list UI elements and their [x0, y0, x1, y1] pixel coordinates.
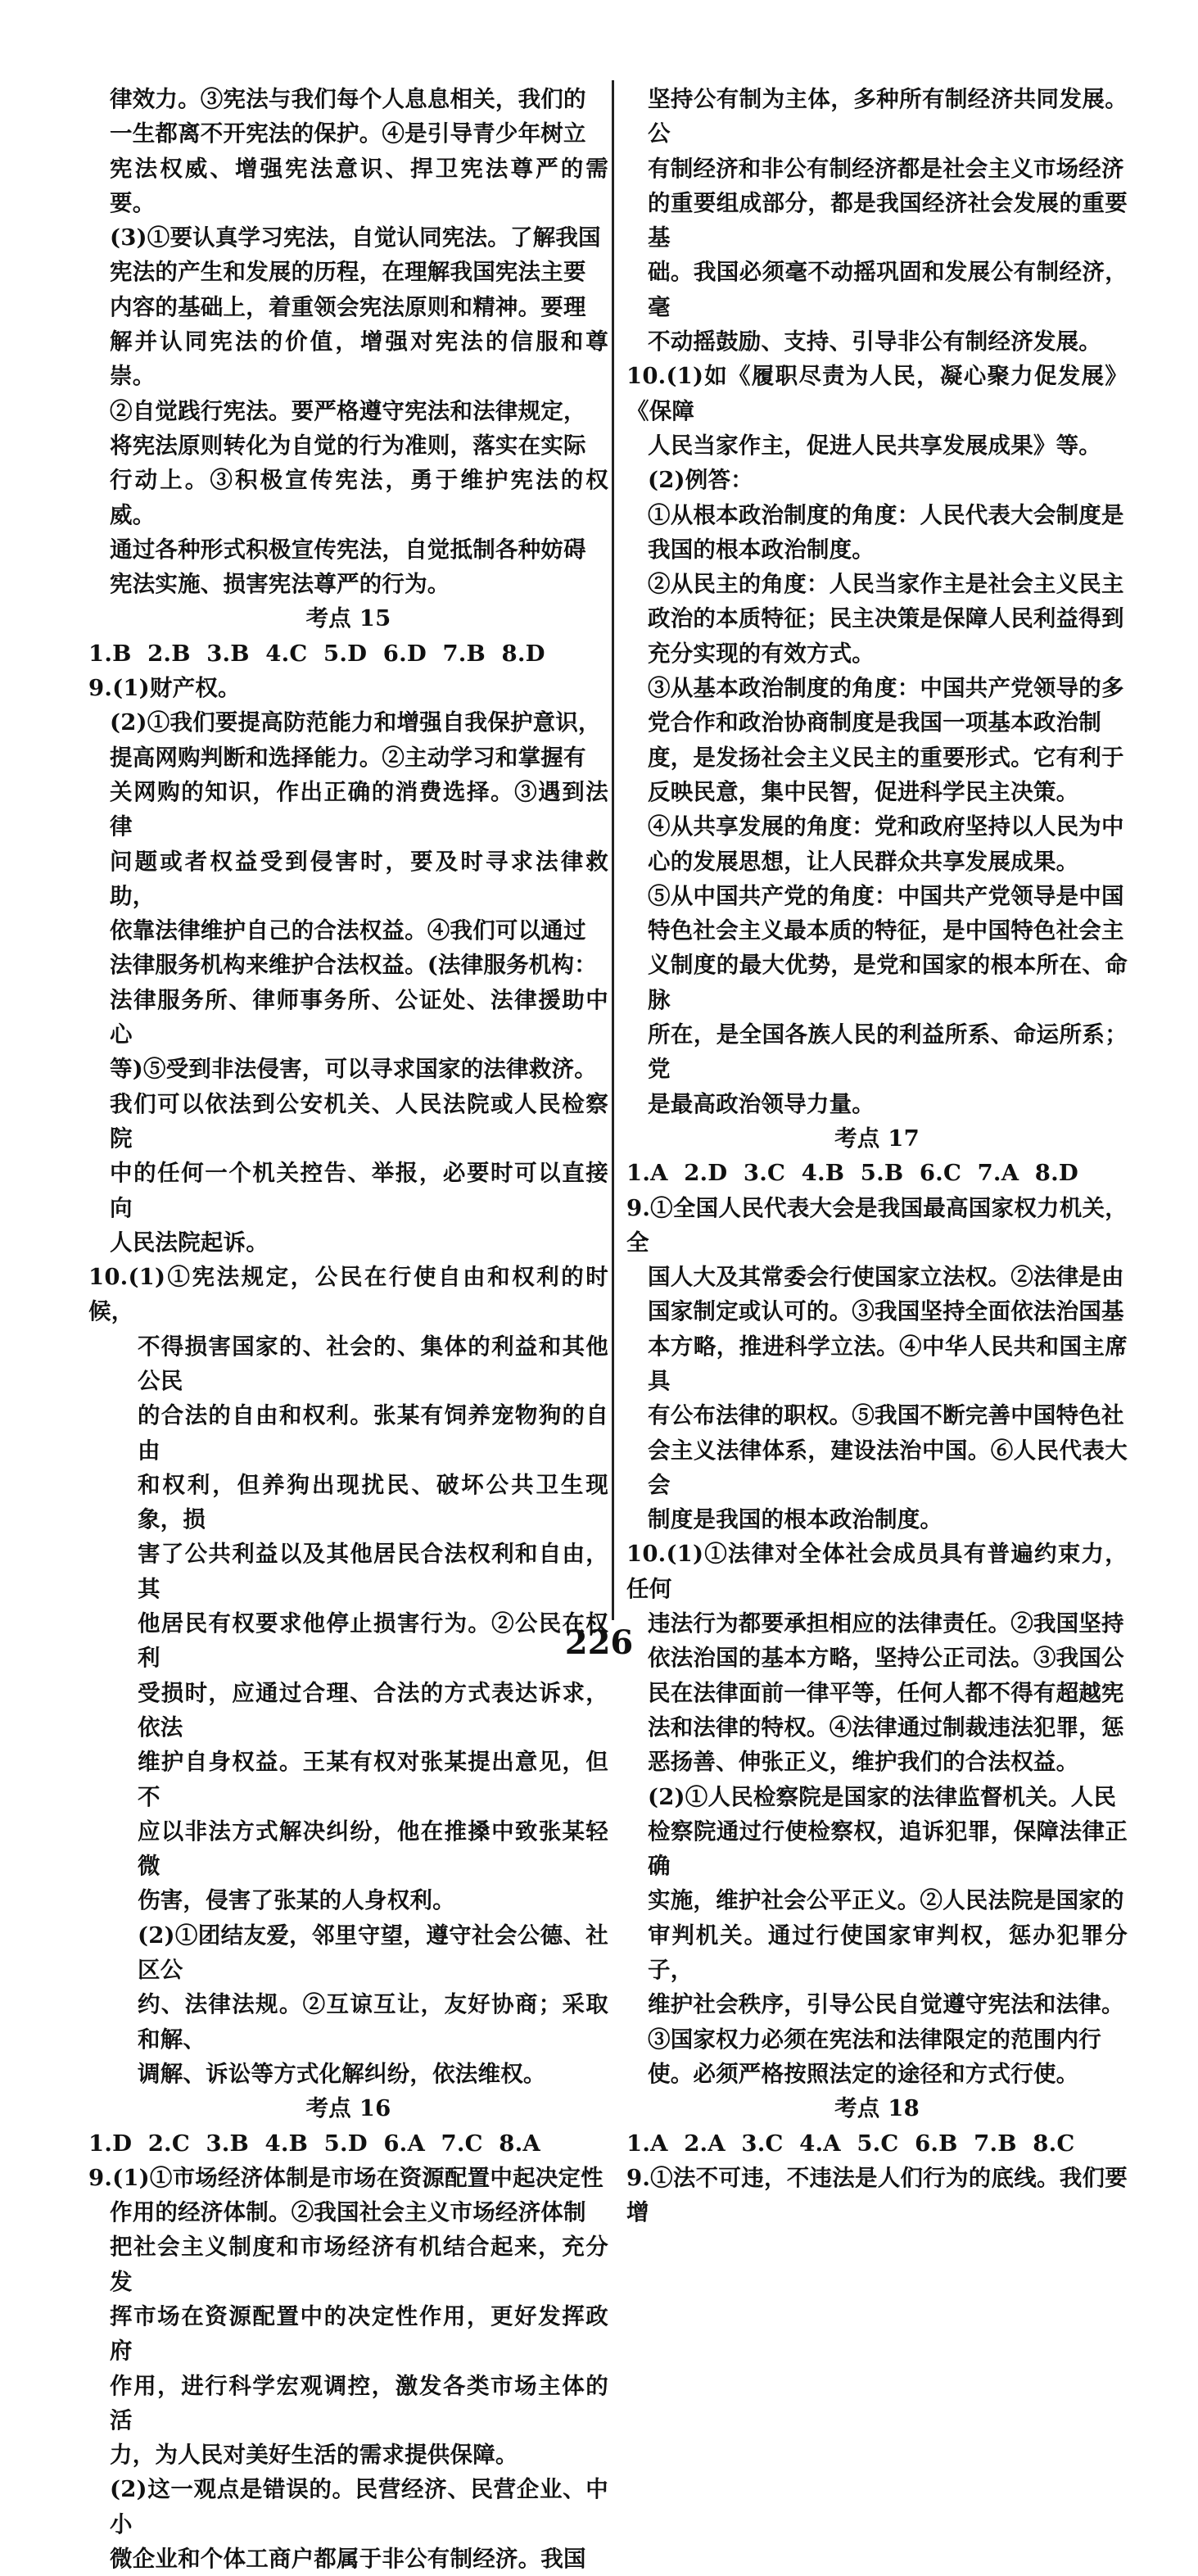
text-line: 宪法的产生和发展的历程，在理解我国宪法主要 [110, 259, 586, 286]
text-line: 解并认同宪法的价值，增强对宪法的信服和尊崇。 [110, 328, 608, 390]
text-line: 把社会主义制度和市场经济有机结合起来，充分发 [110, 2234, 608, 2295]
text-line: 伤害，侵害了张某的人身权利。 [138, 1887, 455, 1914]
text-line: (2)①团结友爱，邻里守望，遵守社会公德、社区公 [138, 1922, 608, 1984]
text-line: ⑤从中国共产党的角度：中国共产党领导是中国 [648, 882, 1124, 909]
text-line: ④从共享发展的角度：党和政府坚持以人民为中 [648, 813, 1124, 840]
text-line: 民在法律面前一律平等，任何人都不得有超越宪 [648, 1679, 1124, 1706]
text-line: 有制经济和非公有制经济都是社会主义市场经济 [648, 155, 1124, 182]
text-line: 国人大及其常委会行使国家立法权。②法律是由 [648, 1264, 1124, 1291]
text-line: (2)①人民检察院是国家的法律监督机关。人民 [648, 1783, 1117, 1810]
text-line: 和权利，但养狗出现扰民、破坏公共卫生现象，损 [138, 1471, 608, 1533]
text-line: 的重要组成部分，都是我国经济社会发展的重要基 [648, 189, 1128, 251]
text-line: 作用的经济体制。②我国社会主义市场经济体制 [110, 2199, 586, 2226]
right-intro [626, 82, 1128, 1121]
text-line: 行动上。③积极宣传宪法，勇于维护宪法的权威。 [110, 467, 608, 528]
text-line: 10.(1)①宪法规定，公民在行使自由和权利的时候， [88, 1264, 608, 1325]
text-line: 将宪法原则转化为自觉的行为准则，落实在实际 [110, 432, 586, 459]
text-line: 人民当家作主，促进人民共享发展成果》等。 [648, 432, 1101, 459]
text-line: 提高网购判断和选择能力。②主动学习和掌握有 [110, 744, 586, 771]
answer-key-15: 1.B 2.B 3.B 4.C 5.D 6.D 7.B 8.D [88, 640, 545, 667]
text-line: 不动摇鼓励、支持、引导非公有制经济发展。 [648, 328, 1101, 355]
text-line: 反映民意，集中民智，促进科学民主决策。 [648, 778, 1079, 805]
text-line: 依靠法律维护自己的合法权益。④我们可以通过 [110, 917, 586, 944]
text-line: 审判机关。通过行使国家审判权，惩办犯罪分子， [648, 1922, 1128, 1984]
text-line: ③从基本政治制度的角度：中国共产党领导的多 [648, 675, 1124, 702]
text-line: 有公布法律的职权。⑤我国不断完善中国特色社 [648, 1402, 1124, 1429]
text-line: 恶扬善、伸张正义，维护我们的合法权益。 [648, 1749, 1079, 1776]
text-line: 宪法实施、损害宪法尊严的行为。 [110, 571, 450, 598]
text-line: 我们可以依法到公安机关、人民法院或人民检察院 [110, 1090, 608, 1152]
text-line: 法律服务机构来维护合法权益。(法律服务机构： [110, 952, 597, 979]
text-line: 心的发展思想，让人民群众共享发展成果。 [648, 848, 1079, 875]
text-line: 充分实现的有效方式。 [648, 640, 875, 667]
text-line: 制度是我国的根本政治制度。 [648, 1506, 943, 1533]
text-line: 的合法的自由和权利。张某有饲养宠物狗的自由 [138, 1402, 608, 1464]
text-line: ③国家权力必须在宪法和法律限定的范围内行 [648, 2026, 1101, 2053]
text-line: 调解、诉讼等方式化解纠纷，依法维权。 [138, 2060, 546, 2087]
text-line: 维护自身权益。王某有权对张某提出意见，但不 [138, 1749, 608, 1810]
text-line: 础。我国必须毫不动摇巩固和发展公有制经济，毫 [648, 259, 1128, 320]
text-line: (2)例答： [648, 467, 753, 494]
text-line: 力，为人民对美好生活的需求提供保障。 [110, 2442, 518, 2469]
text-line: 中的任何一个机关控告、举报，必要时可以直接向 [110, 1160, 608, 1221]
section-16-body [88, 2161, 608, 2576]
text-line: 他居民有权要求他停止损害行为。②公民在权利 [138, 1610, 608, 1672]
text-line: 害了公共利益以及其他居民合法权利和自由，其 [138, 1541, 608, 1602]
text-line: 政治的本质特征；民主决策是保障人民利益得到 [648, 605, 1124, 632]
text-line: 微企业和个体工商户都属于非公有制经济。我国 [110, 2546, 586, 2573]
text-line: 度，是发扬社会主义民主的重要形式。它有利于 [648, 744, 1124, 771]
text-line: 党合作和政治协商制度是我国一项基本政治制 [648, 709, 1101, 736]
text-line: 问题或者权益受到侵害时，要及时寻求法律救助， [110, 848, 608, 909]
text-line: 挥市场在资源配置中的决定性作用，更好发挥政府 [110, 2303, 608, 2365]
text-line: 9.(1)财产权。 [88, 675, 241, 702]
text-line: (3)①要认真学习宪法，自觉认同宪法。了解我国 [110, 224, 601, 251]
text-line: 法和法律的特权。④法律通过制裁违法犯罪，惩 [648, 1714, 1124, 1741]
text-line: 等)⑤受到非法侵害，可以寻求国家的法律救济。 [110, 1056, 597, 1083]
answer-key-17: 1.A 2.D 3.C 4.B 5.B 6.C 7.A 8.D [626, 1160, 1078, 1187]
text-line: 法律服务所、律师事务所、公证处、法律援助中心 [110, 986, 608, 1048]
right-column [626, 82, 1128, 2230]
page-number: 226 [564, 1623, 634, 1662]
section-18-body [626, 2161, 1128, 2230]
text-line: 一生都离不开宪法的保护。④是引导青少年树立 [110, 120, 586, 147]
section-heading-18: 考点 18 [834, 2095, 920, 2122]
text-line: ②从民主的角度：人民当家作主是社会主义民主 [648, 571, 1124, 598]
left-column [88, 82, 608, 2576]
text-line: 国家制定或认可的。③我国坚持全面依法治国基 [648, 1298, 1124, 1325]
text-line: 使。必须严格按照法定的途径和方式行使。 [648, 2060, 1079, 2087]
text-line: 不得损害国家的、社会的、集体的利益和其他公民 [138, 1333, 608, 1394]
text-line: 通过各种形式积极宣传宪法，自觉抵制各种妨碍 [110, 536, 586, 563]
text-line: 人民法院起诉。 [110, 1229, 269, 1256]
section-heading-16: 考点 16 [305, 2095, 391, 2122]
text-line: 依法治国的基本方略，坚持公正司法。③我国公 [648, 1645, 1124, 1672]
text-line: 作用，进行科学宏观调控，激发各类市场主体的活 [110, 2372, 608, 2433]
text-line: 我国的根本政治制度。 [648, 536, 875, 563]
text-line: 9.①全国人民代表大会是我国最高国家权力机关，全 [626, 1194, 1128, 1256]
text-line: 10.(1)如《履职尽责为人民，凝心聚力促发展》《保障 [626, 363, 1128, 424]
text-line: 约、法律法规。②互谅互让，友好协商；采取和解、 [138, 1991, 608, 2053]
text-line: 内容的基础上，着重领会宪法原则和精神。要理 [110, 293, 586, 320]
text-line: 本方略，推进科学立法。④中华人民共和国主席具 [648, 1333, 1128, 1394]
text-line: 应以非法方式解决纠纷，他在推搡中致张某轻微 [138, 1818, 608, 1880]
answer-key-16: 1.D 2.C 3.B 4.B 5.D 6.A 7.C 8.A [88, 2130, 540, 2157]
section-heading-15: 考点 15 [305, 605, 391, 632]
text-line: 义制度的最大优势，是党和国家的根本所在、命脉 [648, 952, 1128, 1013]
answer-key-18: 1.A 2.A 3.C 4.A 5.C 6.B 7.B 8.C [626, 2130, 1075, 2157]
text-line: 关网购的知识，作出正确的消费选择。③遇到法律 [110, 778, 608, 840]
text-line: 检察院通过行使检察权，追诉犯罪，保障法律正确 [648, 1818, 1128, 1880]
text-line: ①从根本政治制度的角度：人民代表大会制度是 [648, 501, 1124, 528]
text-line: 所在，是全国各族人民的利益所系、命运所系；党 [648, 1021, 1128, 1083]
text-line: 9.①法不可违，不违法是人们行为的底线。我们要增 [626, 2164, 1128, 2226]
text-line: 9.(1)①市场经济体制是市场在资源配置中起决定性 [88, 2164, 604, 2191]
text-line: 是最高政治领导力量。 [648, 1090, 875, 1117]
text-line: 坚持公有制为主体，多种所有制经济共同发展。公 [648, 86, 1128, 147]
text-line: 受损时，应通过合理、合法的方式表达诉求，依法 [138, 1679, 608, 1741]
text-line: 实施，维护社会公平正义。②人民法院是国家的 [648, 1887, 1124, 1914]
text-line: 宪法权威、增强宪法意识、捍卫宪法尊严的需要。 [110, 155, 608, 216]
section-15-body [88, 671, 608, 2091]
text-line: 违法行为都要承担相应的法律责任。②我国坚持 [648, 1610, 1124, 1637]
text-line: 会主义法律体系，建设法治中国。⑥人民代表大会 [648, 1437, 1128, 1498]
text-line: 10.(1)①法律对全体社会成员具有普遍约束力，任何 [626, 1541, 1128, 1602]
text-line: 律效力。③宪法与我们每个人息息相关，我们的 [110, 86, 586, 112]
text-line: (2)①我们要提高防范能力和增强自我保护意识， [110, 709, 601, 736]
text-line: 特色社会主义最本质的特征，是中国特色社会主 [648, 917, 1124, 944]
column-divider [612, 80, 614, 1620]
section-heading-17: 考点 17 [834, 1125, 920, 1152]
left-intro [88, 82, 608, 601]
text-line: (2)这一观点是错误的。民营经济、民营企业、中小 [110, 2476, 608, 2538]
text-line: 维护社会秩序，引导公民自觉遵守宪法和法律。 [648, 1991, 1124, 2018]
text-line: ②自觉践行宪法。要严格遵守宪法和法律规定， [110, 397, 586, 424]
